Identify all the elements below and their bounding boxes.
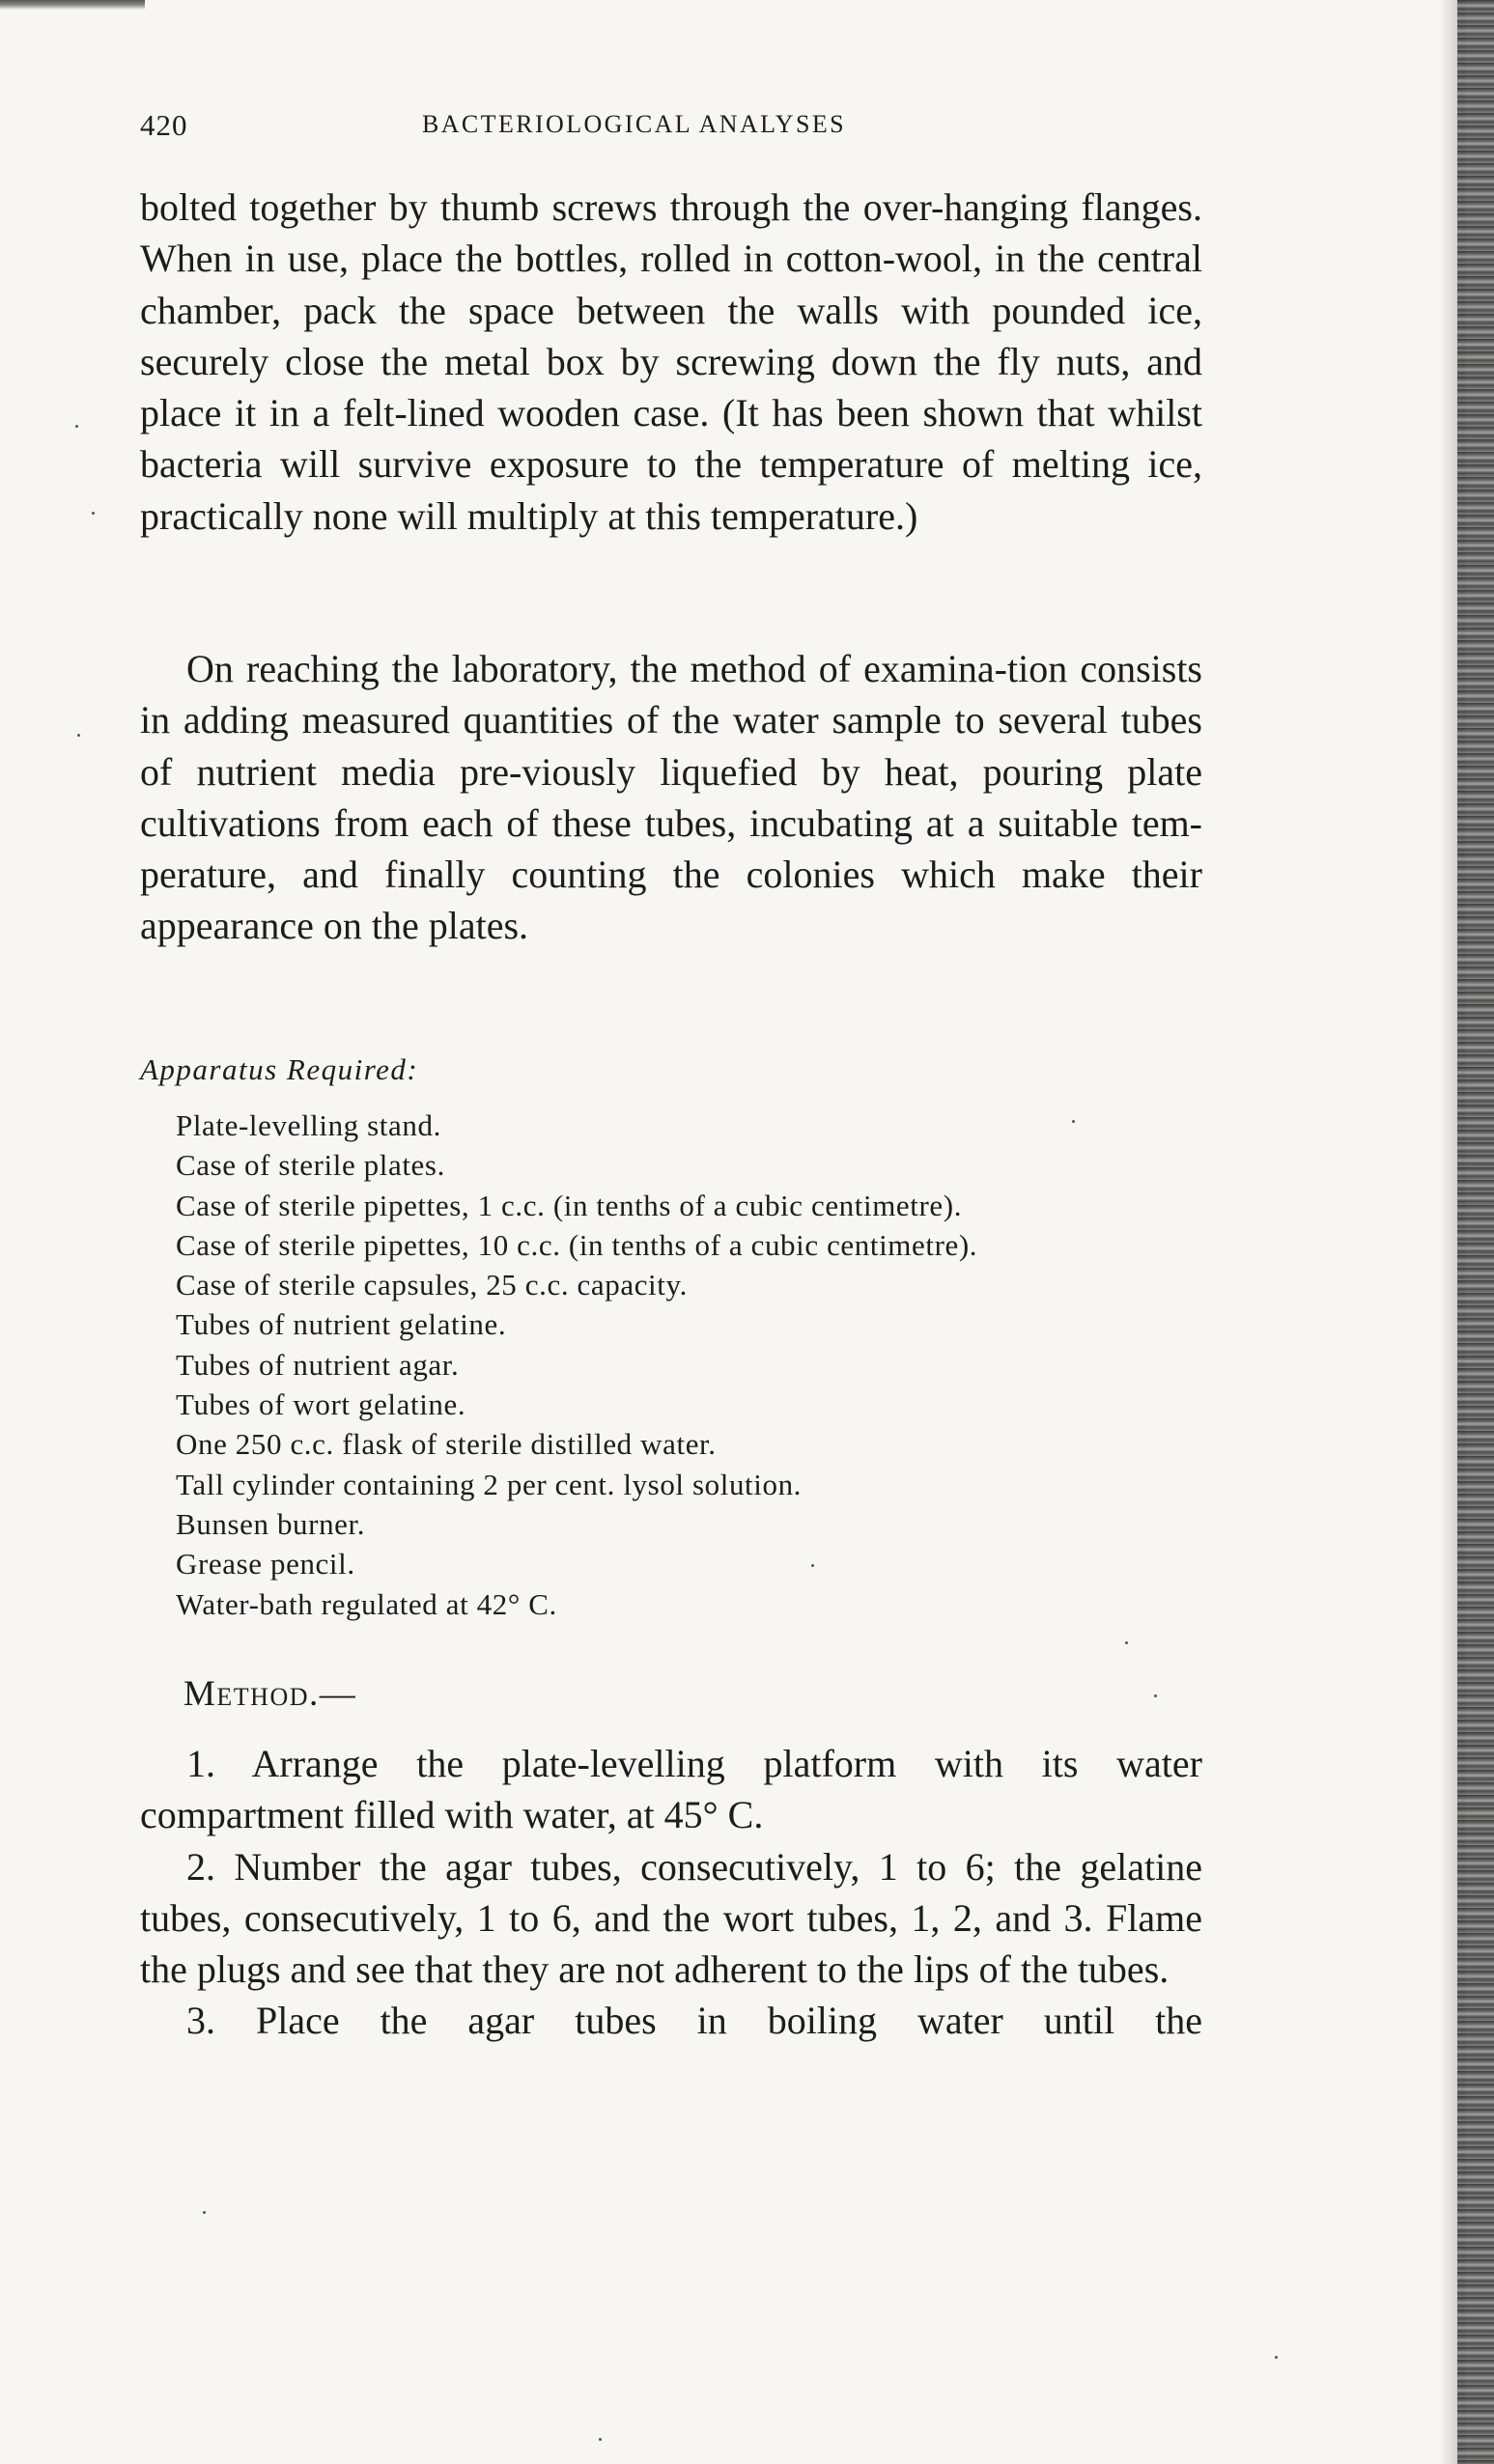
apparatus-item: Bunsen burner. xyxy=(176,1506,366,1541)
apparatus-item: Plate-levelling stand. xyxy=(176,1108,441,1142)
scan-speck xyxy=(77,734,80,737)
apparatus-item: Tubes of nutrient agar. xyxy=(176,1347,460,1382)
scan-speck xyxy=(92,512,95,515)
apparatus-item: Case of sterile pipettes, 1 c.c. (in tenths of a cubic centimetre). xyxy=(176,1188,963,1222)
scan-speck xyxy=(1125,1641,1128,1644)
scan-speck xyxy=(1154,1694,1157,1697)
apparatus-list xyxy=(176,1106,1219,1624)
apparatus-item: Case of sterile capsules, 25 c.c. capacity. xyxy=(176,1268,688,1302)
apparatus-item: Tubes of nutrient gelatine. xyxy=(176,1307,507,1342)
apparatus-item: Case of sterile plates. xyxy=(176,1148,445,1183)
apparatus-heading: Apparatus Required: xyxy=(140,1052,419,1086)
method-heading: Method.— xyxy=(183,1674,357,1714)
apparatus-item: Water-bath regulated at 42° C. xyxy=(176,1586,557,1621)
scan-speck xyxy=(599,2438,602,2441)
running-head: BACTERIOLOGICAL ANALYSES xyxy=(422,110,846,138)
apparatus-item: Case of sterile pipettes, 10 c.c. (in tenths of a cubic centimetre). xyxy=(176,1227,978,1262)
apparatus-item: One 250 c.c. flask of sterile distilled water. xyxy=(176,1427,717,1462)
paragraph-2: On reaching the laboratory, the method of examina-tion consists in adding measured quantities of the water sample to several tubes of nutrient media pre-viously liquefied by heat, pouring plate cultivations from each of these tubes, incubating at a suitable tem-perature, and finally counting the colonies which make their appearance on the plates. xyxy=(140,647,1202,948)
method-steps xyxy=(140,1738,1202,2047)
paragraph-1: bolted together by thumb screws through the over-hanging flanges. When in use, place the bottles, rolled in cotton-wool, in the central chamber, pack the space between the walls with pounded ice, securely close the metal box by screwing down the fly nuts, and place it in a felt-lined wooden case. (It has been shown that whilst bacteria will survive exposure to the temperature of melting ice, practically none will multiply at this temperature.) xyxy=(140,185,1202,538)
scan-speck xyxy=(203,2211,206,2214)
page-header xyxy=(140,108,1202,156)
scan-speck xyxy=(1072,1120,1075,1123)
scan-edge-right xyxy=(1457,0,1494,2464)
apparatus-item: Tubes of wort gelatine. xyxy=(176,1387,466,1422)
method-step: 2. Number the agar tubes, consecutively, 1 to 6; the gelatine tubes, consecutively, 1 to 6, and the wort tubes, 1, 2, and 3. Flame the plugs and see that they are not adherent to the lips of the tubes. xyxy=(140,1844,1202,1992)
scan-speck xyxy=(1275,2356,1278,2359)
apparatus-item: Grease pencil. xyxy=(176,1547,355,1582)
apparatus-item: Tall cylinder containing 2 per cent. lysol solution. xyxy=(176,1467,803,1501)
page-number: 420 xyxy=(140,108,188,142)
method-step: 3. Place the agar tubes in boiling water until the xyxy=(186,1999,1202,2043)
scan-speck xyxy=(75,425,78,428)
scan-speck xyxy=(811,1564,814,1567)
scan-edge-top xyxy=(0,0,145,10)
method-step: 1. Arrange the plate-levelling platform with its water compartment filled with water, at 45° C. xyxy=(140,1742,1202,1837)
